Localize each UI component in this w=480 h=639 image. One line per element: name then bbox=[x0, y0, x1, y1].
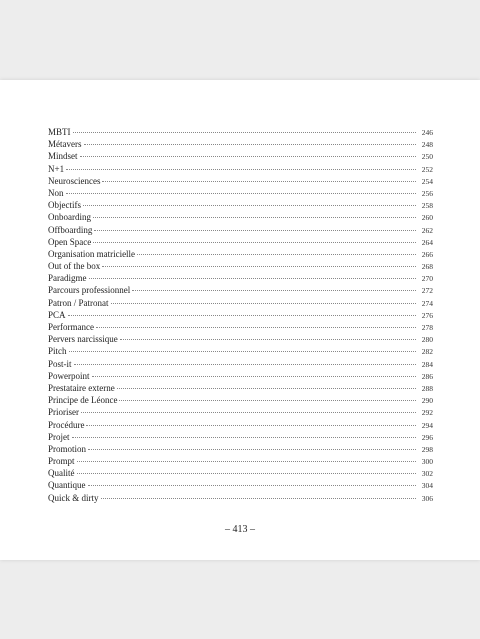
toc-entry bbox=[48, 455, 433, 467]
toc-entry-term: Paradigme bbox=[48, 273, 87, 284]
toc-entry bbox=[48, 345, 433, 357]
toc-entry bbox=[48, 431, 433, 443]
toc-entry-page: 258 bbox=[421, 201, 433, 211]
dot-leader bbox=[84, 144, 417, 145]
toc-entry-term: Prompt bbox=[48, 456, 75, 467]
toc-entry bbox=[48, 394, 433, 406]
toc-entry bbox=[48, 163, 433, 175]
dot-leader bbox=[92, 376, 417, 377]
dot-leader bbox=[66, 193, 417, 194]
toc-entry-term: Parcours professionnel bbox=[48, 285, 131, 296]
toc-entry-term: Pervers narcissique bbox=[48, 334, 118, 345]
toc-entry-term: PCA bbox=[48, 309, 66, 320]
toc-entry bbox=[48, 321, 433, 333]
toc-entry-page: 288 bbox=[421, 383, 433, 393]
toc-entry-page: 270 bbox=[421, 274, 433, 284]
toc-entry bbox=[48, 236, 433, 248]
toc-entry bbox=[48, 467, 433, 479]
dot-leader bbox=[72, 437, 417, 438]
toc-entry-page: 264 bbox=[421, 237, 433, 247]
dot-leader bbox=[88, 485, 417, 486]
dot-leader bbox=[94, 230, 416, 231]
toc-entry bbox=[48, 211, 433, 223]
dot-leader bbox=[74, 364, 416, 365]
toc-entry bbox=[48, 260, 433, 272]
toc-entry-page: 294 bbox=[421, 420, 433, 430]
toc-entry-term: Non bbox=[48, 187, 64, 198]
toc-entry-term: Neurosciences bbox=[48, 175, 101, 186]
dot-leader bbox=[102, 266, 416, 267]
toc-entry bbox=[48, 297, 433, 309]
toc-entry bbox=[48, 150, 433, 162]
toc-entry-page: 280 bbox=[421, 335, 433, 345]
toc-entry-term: Qualité bbox=[48, 468, 75, 479]
toc-entry-term: Mindset bbox=[48, 151, 78, 162]
toc-entry bbox=[48, 309, 433, 321]
dot-leader bbox=[69, 351, 416, 352]
dot-leader bbox=[83, 205, 416, 206]
toc-entry-term: N+1 bbox=[48, 163, 65, 174]
toc-entry-term: Quantique bbox=[48, 480, 86, 491]
toc-entry-page: 282 bbox=[421, 347, 433, 357]
toc-entry-page: 292 bbox=[421, 408, 433, 418]
toc-entry-page: 302 bbox=[421, 469, 433, 479]
toc-entry bbox=[48, 492, 433, 504]
toc-entry-page: 268 bbox=[421, 262, 433, 272]
toc-entry bbox=[48, 406, 433, 418]
toc-entry-term: Quick & dirty bbox=[48, 492, 99, 503]
toc-entry-page: 284 bbox=[421, 359, 433, 369]
toc-entry bbox=[48, 333, 433, 345]
toc-entry-term: Projet bbox=[48, 431, 70, 442]
toc-entry-term: Onboarding bbox=[48, 212, 91, 223]
toc-entry bbox=[48, 199, 433, 211]
toc-entry-page: 274 bbox=[421, 298, 433, 308]
toc-entry-term: Patron / Patronat bbox=[48, 297, 109, 308]
book-page bbox=[0, 80, 480, 560]
toc-entry-page: 252 bbox=[421, 164, 433, 174]
dot-leader bbox=[88, 449, 416, 450]
dot-leader bbox=[117, 388, 416, 389]
toc-entry-term: Pitch bbox=[48, 346, 67, 357]
toc-entry bbox=[48, 175, 433, 187]
toc-entry-page: 248 bbox=[421, 140, 433, 150]
toc-entry-term: Open Space bbox=[48, 236, 92, 247]
dot-leader bbox=[111, 303, 417, 304]
toc-entry bbox=[48, 284, 433, 296]
dot-leader bbox=[77, 461, 416, 462]
toc-entry-term: Procédure bbox=[48, 419, 85, 430]
dot-leader bbox=[102, 181, 416, 182]
toc-entry bbox=[48, 248, 433, 260]
dot-leader bbox=[137, 254, 416, 255]
dot-leader bbox=[66, 169, 416, 170]
dot-leader bbox=[77, 473, 417, 474]
dot-leader bbox=[96, 327, 416, 328]
toc-entry-term: Performance bbox=[48, 322, 94, 332]
toc-entry-term: Prestataire externe bbox=[48, 382, 115, 393]
toc-entry bbox=[48, 382, 433, 394]
toc-entry bbox=[48, 126, 433, 138]
toc-entry bbox=[48, 224, 433, 236]
toc-entry-page: 254 bbox=[421, 176, 433, 186]
toc-entry-page: 276 bbox=[421, 310, 433, 320]
dot-leader bbox=[101, 498, 417, 499]
toc-entry-page: 304 bbox=[421, 481, 433, 491]
toc-entry-page: 306 bbox=[421, 493, 433, 503]
toc-entry-term: Métavers bbox=[48, 139, 82, 150]
toc-entry-page: 262 bbox=[421, 225, 433, 235]
toc-entry-term: Prioriser bbox=[48, 407, 79, 418]
toc-entry-page: 296 bbox=[421, 432, 433, 442]
toc-entry-page: 278 bbox=[421, 323, 433, 332]
toc-entry-page: 250 bbox=[421, 152, 433, 162]
toc-entry-term: Objectifs bbox=[48, 200, 81, 211]
dot-leader bbox=[119, 400, 416, 401]
toc-entry-term: Powerpoint bbox=[48, 370, 90, 381]
dot-leader bbox=[73, 132, 417, 133]
toc-entry-term: Out of the box bbox=[48, 261, 101, 272]
toc-entry bbox=[48, 443, 433, 455]
toc-entry-page: 286 bbox=[421, 371, 433, 381]
dot-leader bbox=[89, 278, 417, 279]
toc-entry bbox=[48, 187, 433, 199]
toc-entry-page: 260 bbox=[421, 213, 433, 223]
toc-entry-term: Promotion bbox=[48, 443, 87, 454]
toc-entry bbox=[48, 419, 433, 431]
toc-entry bbox=[48, 272, 433, 284]
dot-leader bbox=[132, 290, 416, 291]
table-of-contents bbox=[48, 126, 433, 504]
toc-entry-term: Principe de Léonce bbox=[48, 395, 118, 406]
toc-entry-term: Organisation matricielle bbox=[48, 248, 136, 259]
toc-entry-term: Offboarding bbox=[48, 224, 93, 235]
toc-entry-page: 300 bbox=[421, 457, 433, 467]
toc-entry bbox=[48, 479, 433, 491]
dot-leader bbox=[68, 315, 416, 316]
toc-entry-page: 266 bbox=[421, 249, 433, 259]
dot-leader bbox=[93, 242, 416, 243]
toc-entry-page: 290 bbox=[421, 396, 433, 406]
toc-entry-page: 298 bbox=[421, 444, 433, 454]
toc-entry bbox=[48, 138, 433, 150]
toc-entry bbox=[48, 358, 433, 370]
toc-entry-page: 256 bbox=[421, 188, 433, 198]
toc-entry-page: 272 bbox=[421, 286, 433, 296]
dot-leader bbox=[81, 412, 416, 413]
toc-entry-page: 246 bbox=[421, 128, 433, 137]
dot-leader bbox=[93, 217, 416, 218]
toc-entry-term: MBTI bbox=[48, 127, 71, 137]
toc-entry bbox=[48, 370, 433, 382]
dot-leader bbox=[80, 156, 416, 157]
page-number: – 413 – bbox=[225, 524, 255, 535]
dot-leader bbox=[86, 425, 416, 426]
dot-leader bbox=[120, 339, 416, 340]
toc-entry-term: Post-it bbox=[48, 358, 72, 369]
